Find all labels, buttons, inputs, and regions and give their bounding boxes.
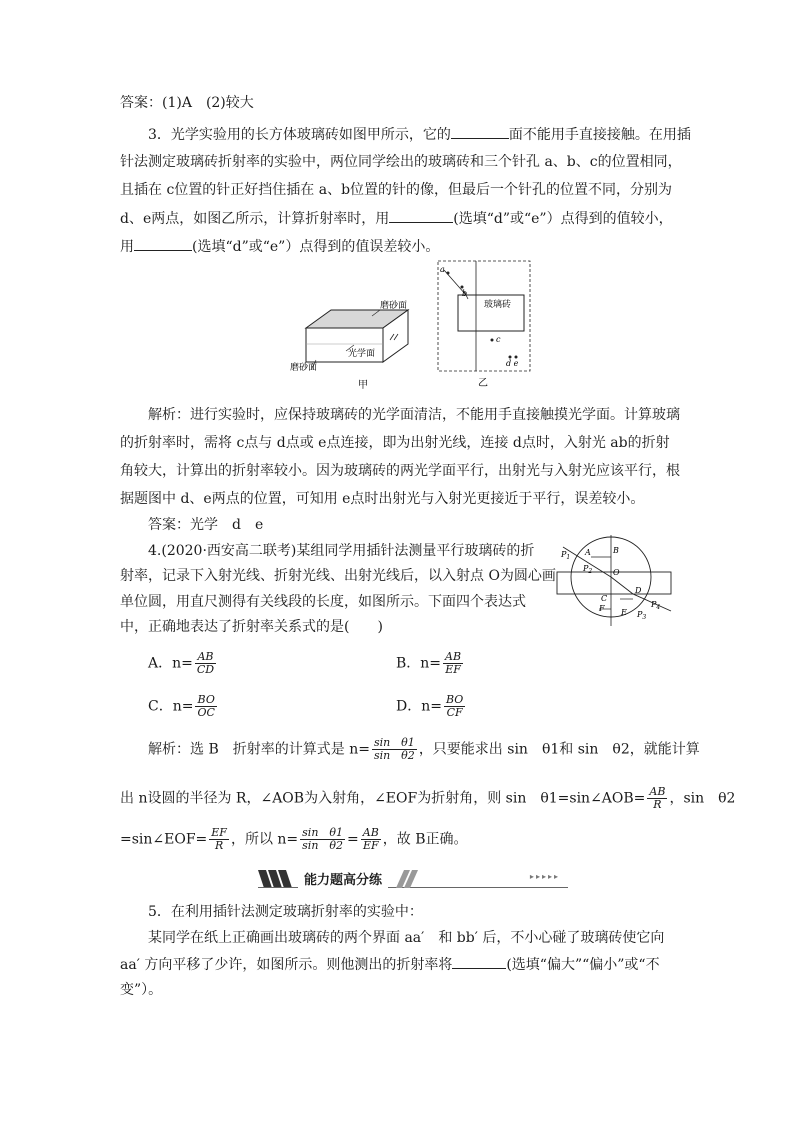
q5-l1: 5．在利用插针法测定玻璃折射率的实验中： — [148, 904, 423, 920]
q4-l4: 中，正确地表达了折射率关系式的是( ) — [120, 619, 383, 635]
option-d[interactable] — [396, 694, 467, 719]
option-a[interactable] — [148, 651, 218, 676]
q3-line2: 针法测定玻璃砖折射率的实验中，两位同学绘出的玻璃砖和三个针孔 a、b、c的位置相同， — [120, 154, 682, 170]
answer-blank — [389, 208, 453, 223]
caption-yi: 乙 — [478, 378, 488, 389]
figure-q4-unit-circle — [553, 531, 675, 631]
option-a-frac — [195, 651, 216, 676]
q4-analysis-l2 — [120, 786, 735, 811]
option-c[interactable] — [148, 694, 219, 719]
q5-l3b: (选填“偏大”“偏小”或“不 — [506, 957, 660, 973]
q4-analysis-l3b: ，所以 n= — [230, 831, 299, 848]
q3-analysis-l4: 据题图中 d、e两点的位置，可知用 e点时出射光与入射光更接近于平行，误差较小。 — [120, 491, 645, 507]
option-b[interactable] — [396, 651, 465, 676]
q3-line4b: (选填“d”或“e”）点得到的值较小， — [453, 211, 673, 227]
q4-analysis-frac5: $\frac{AB}{EF}$ — [362, 826, 379, 852]
q5-l2: 某同学在纸上正确画出玻璃砖的两个界面 aa′ 和 bb′ 后，不小心碰了玻璃砖使它向 — [148, 930, 665, 946]
points-de: d e — [506, 359, 519, 368]
option-c-frac — [195, 694, 216, 719]
option-c-key: C．n= — [148, 698, 194, 715]
fig-label-O: O — [613, 568, 620, 577]
option-d-num: BO — [445, 693, 464, 706]
option-b-frac — [443, 651, 463, 676]
fig-label-D: D — [635, 586, 642, 595]
fig-label-F: F — [599, 604, 605, 613]
q4-analysis-l1 — [148, 737, 700, 762]
q4-l3: 单位圆，用直尺测得有关线段的长度，如图所示。下面四个表达式 — [120, 594, 526, 610]
point-c: c — [496, 335, 501, 344]
option-a-num: AB — [195, 651, 216, 664]
option-d-den: CF — [446, 706, 463, 719]
q4-analysis-l1b: ，只要能求出 sin θ1和 sin θ2，就能计算 — [418, 741, 700, 758]
fig-label-P4: $P_4$ — [651, 600, 661, 611]
option-b-key: B．n= — [396, 655, 442, 672]
banner-title: 能力题高分练 — [298, 869, 388, 888]
banner-arrows-icon: ▸▸▸▸▸ — [529, 872, 560, 881]
label-frosted-top: 磨砂面 — [380, 301, 408, 311]
q3-line5a: 用 — [120, 239, 134, 255]
q4-analysis-l2b: ，sin θ2 — [669, 790, 736, 807]
q4-l1: 4.(2020·西安高二联考)某组同学用插针法测量平行玻璃砖的折 — [148, 543, 535, 559]
q3-analysis-l2: 的折射率时，需将 c点与 d点或 e点连接，即为出射光线，连接 d点时，入射光 ab的折射 — [120, 435, 670, 451]
option-c-den: OC — [197, 706, 215, 719]
q3-line1a: 3．光学实验用的长方体玻璃砖如图甲所示，它的 — [148, 127, 451, 143]
label-frosted-bottom: 磨砂面 — [290, 363, 318, 373]
q3-line1 — [148, 124, 691, 145]
q3-analysis-l3: 角较大，计算出的折射率较小。因为玻璃砖的两光学面平行，出射光与入射光应该平行，根 — [120, 463, 680, 479]
option-d-key: D．n= — [396, 698, 442, 715]
q4-analysis-frac1: $\frac{\text{sin θ1}}{\text{sin θ2}}$ — [373, 736, 415, 762]
q3-line1b: 面不能用手直接接触。在用插 — [508, 127, 691, 143]
q4-analysis-frac4: $\frac{\text{sin θ1}}{\text{sin θ2}}$ — [302, 826, 344, 852]
fig-label-P1: $P_1$ — [561, 550, 571, 561]
option-b-den: EF — [445, 663, 461, 676]
q3-answer: 答案：光学 d e — [148, 517, 264, 533]
point-b: b — [462, 289, 468, 298]
q5-l4: 变”）。 — [120, 982, 163, 998]
fig-label-P2: $P_2$ — [583, 564, 593, 575]
q3-line5b: (选填“d”或“e”）点得到的值误差较小。 — [192, 239, 440, 255]
q2-answer: 答案：(1)A (2)较大 — [120, 95, 254, 111]
caption-jia: 甲 — [358, 380, 368, 391]
q4-analysis-l3d: ，故 B正确。 — [382, 831, 468, 848]
q4-analysis-l3 — [120, 827, 468, 852]
q3-line5 — [120, 236, 439, 257]
fig-label-C: C — [601, 594, 608, 603]
answer-blank — [451, 124, 509, 139]
q4-analysis-l1a: 解析：选 B 折射率的计算式是 n= — [148, 741, 370, 758]
banner-stripes-icon — [258, 870, 292, 888]
q3-analysis-l1: 解析：进行实验时，应保持玻璃砖的光学面清洁，不能用手直接触摸光学面。计算玻璃 — [148, 407, 680, 423]
option-a-key: A．n= — [148, 655, 193, 672]
q4-analysis-frac3: $\frac{EF}{R}$ — [211, 826, 227, 852]
answer-blank — [452, 954, 506, 969]
option-a-den: CD — [196, 663, 215, 676]
option-b-num: AB — [445, 650, 462, 663]
banner-slash-icon — [396, 870, 420, 888]
option-c-num: BO — [195, 694, 216, 707]
label-optical-face: 光学面 — [348, 349, 376, 359]
section-banner — [258, 868, 568, 890]
q3-line3: 且插在 c位置的针正好挡住插在 a、b位置的针的像，但最后一个针孔的位置不同，分别为 — [120, 182, 673, 198]
point-a: a — [440, 265, 445, 274]
fig-label-E: E — [621, 608, 627, 617]
q4-analysis-l3c: = — [347, 831, 359, 848]
option-d-frac — [444, 694, 465, 719]
figure-jia-glass-block — [286, 296, 418, 396]
q5-l3a: aa′ 方向平移了少许，如图所示。则他测出的折射率将 — [120, 957, 453, 973]
fig-label-A: A — [585, 548, 591, 557]
q4-l2: 射率，记录下入射光线、折射光线、出射光线后，以入射点 O为圆心画 — [120, 568, 556, 584]
q4-analysis-l2a: 出 n设圆的半径为 R，∠AOB为入射角，∠EOF为折射角，则 sin θ1=sin∠AOB= — [120, 790, 646, 807]
fig-label-B: B — [613, 546, 619, 555]
q3-line4a: d、e两点，如图乙所示，计算折射率时，用 — [120, 211, 390, 227]
figure-yi-pin-diagram — [436, 260, 532, 390]
fig-label-P3: $P_3$ — [637, 610, 647, 621]
answer-blank — [134, 236, 192, 251]
q4-analysis-l3a: =sin∠EOF= — [120, 831, 208, 848]
q4-analysis-frac2: $\frac{AB}{R}$ — [649, 785, 666, 811]
glass-label: 玻璃砖 — [484, 300, 512, 310]
q5-l3 — [120, 954, 660, 975]
q3-line4 — [120, 208, 673, 229]
